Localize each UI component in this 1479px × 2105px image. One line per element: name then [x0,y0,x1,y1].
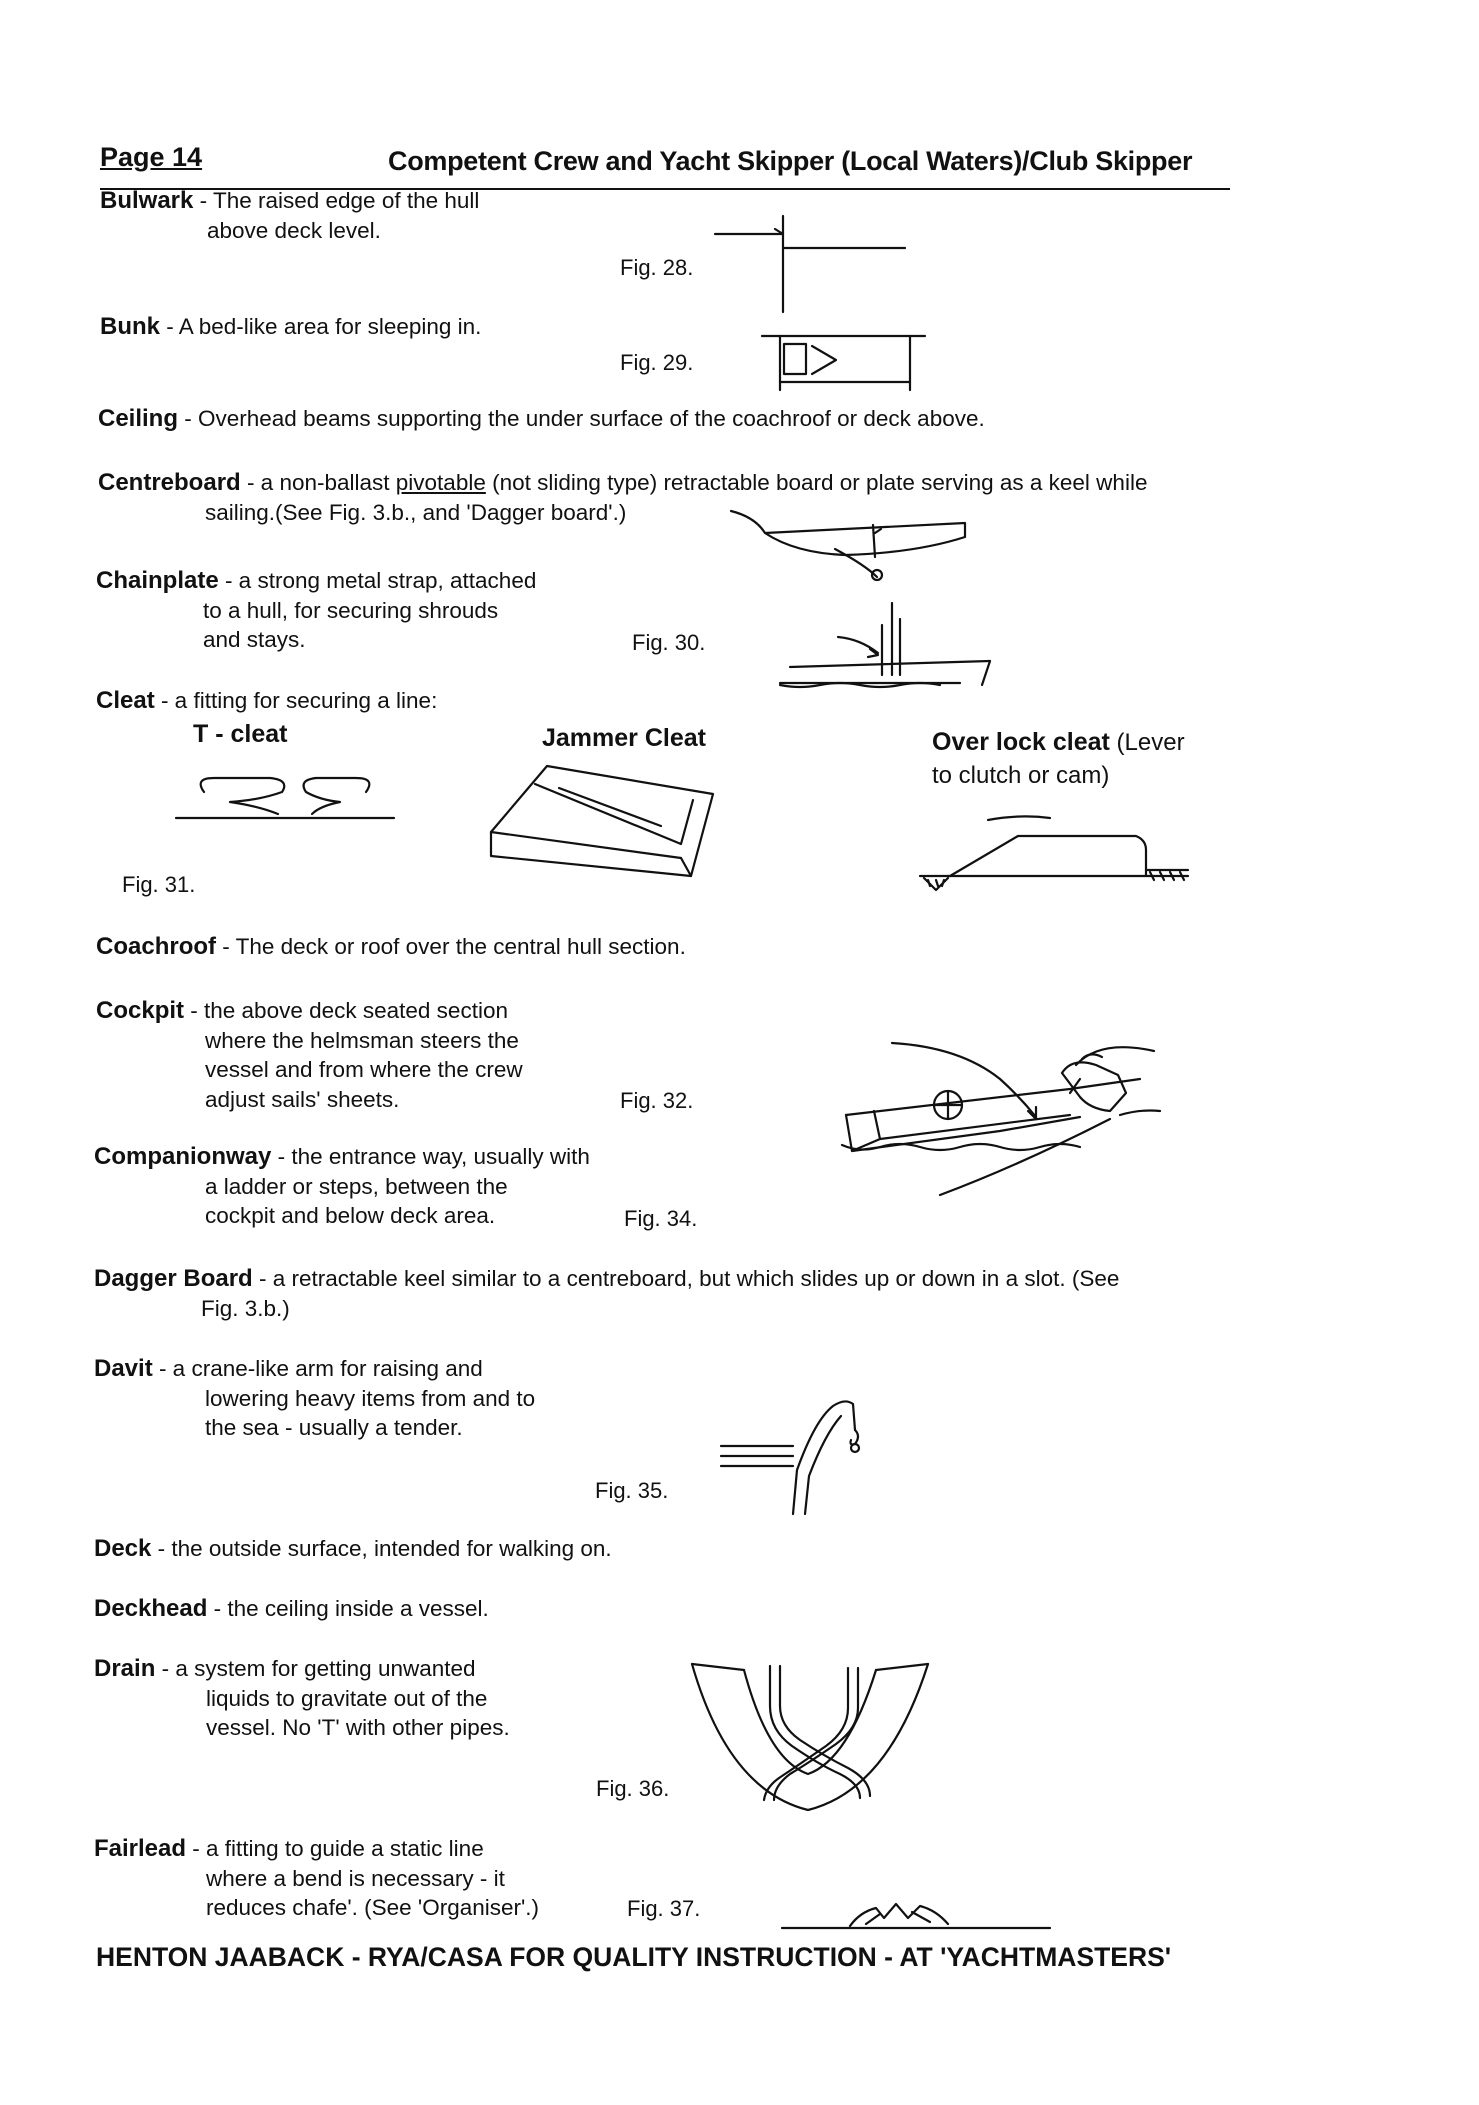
t-cleat-heading: T - cleat [193,720,288,748]
term: Bunk [100,313,160,340]
term: Centreboard [98,469,241,496]
fig-caption: Fig. 34. [624,1206,698,1231]
overlock-note: to clutch or cam) [932,762,1110,789]
fig-caption: Fig. 29. [620,350,694,375]
definition: lowering heavy items from and to [205,1385,536,1411]
definition: where the helmsman steers the [205,1027,519,1053]
definition: vessel and from where the crew [205,1057,523,1082]
entry-dagger-board [94,1264,1244,1323]
term: Companionway [94,1143,272,1170]
definition: - a crane-like arm for raising and [152,1356,483,1381]
entry-chainplate [96,566,536,655]
term: Fairlead [94,1835,187,1862]
page-title: Competent Crew and Yacht Skipper (Local Waters)/Club Skipper [388,146,1193,176]
chainplate-diagram [760,595,1010,695]
definition: - a fitting to guide a static line [186,1836,484,1861]
definition: - a fitting for securing a line: [154,688,438,713]
entry-centreboard [98,468,1238,527]
definition: a ladder or steps, between the [205,1173,508,1199]
definition: - the entrance way, usually with [271,1144,590,1169]
entry-companionway [94,1142,590,1231]
fig-caption: Fig. 28. [620,255,694,280]
entry-cleat [96,686,437,716]
entry-deckhead [94,1594,489,1624]
definition: reduces chafe'. (See 'Organiser'.) [206,1895,540,1920]
page-header [100,142,1230,190]
t-cleat-diagram [170,770,400,825]
definition: vessel. No 'T' with other pipes. [206,1715,510,1740]
fig-caption: Fig. 31. [122,872,196,897]
definition: the sea - usually a tender. [205,1415,463,1440]
definition: - Overhead beams supporting the under surface of the coachroof or deck above. [178,406,985,431]
term: Bulwark [100,187,194,214]
definition: sailing.(See Fig. 3.b., and 'Dagger board'.) [205,499,627,525]
definition: - a non-ballast [240,470,396,495]
page-footer: HENTON JAABACK - RYA/CASA FOR QUALITY INSTRUCTION - AT 'YACHTMASTERS' [96,1942,1172,1972]
definition: and stays. [203,627,306,652]
definition: where a bend is necessary - it [206,1865,505,1891]
entry-drain [94,1654,510,1743]
fairlead-diagram [780,1896,1055,1936]
entry-bulwark [100,186,479,245]
overlock-cleat-heading: Over lock cleat [932,728,1110,756]
definition: Fig. 3.b.) [201,1295,290,1321]
definition: - a system for getting unwanted [155,1656,476,1681]
term: Deckhead [94,1595,208,1622]
definition: - a retractable keel similar to a centreboard, but which slides up or down in a slot. (See [252,1266,1120,1291]
term: Deck [94,1535,152,1562]
definition: - the outside surface, intended for walking on. [151,1536,612,1561]
term: Chainplate [96,567,219,594]
definition: (not sliding type) retractable board or plate serving as a keel while [485,470,1148,495]
definition: adjust sails' sheets. [205,1086,400,1112]
bunk-diagram [760,330,930,400]
definition: - A bed-like area for sleeping in. [160,314,482,339]
fig-caption: Fig. 32. [620,1088,694,1113]
entry-coachroof [96,932,686,962]
term: Drain [94,1655,156,1682]
term: Dagger Board [94,1265,253,1292]
definition: - a strong metal strap, attached [218,568,537,593]
definition: cockpit and below deck area. [205,1203,496,1228]
entry-ceiling [98,404,985,434]
bulwark-diagram [715,210,905,320]
fig-caption: Fig. 30. [632,630,706,655]
jammer-cleat-diagram [485,760,730,885]
term: Cockpit [96,997,185,1024]
term: Coachroof [96,933,216,960]
entry-davit [94,1354,535,1443]
overlock-note: (Lever [1109,729,1185,756]
definition: - the above deck seated section [184,998,508,1023]
definition: - The deck or roof over the central hull section. [216,934,686,959]
entry-deck [94,1534,612,1564]
davit-diagram [715,1390,875,1525]
entry-fairlead [94,1834,539,1923]
overlock-cleat-caption [932,726,1185,792]
term: Cleat [96,687,155,714]
page-number: Page 14 [100,142,203,172]
definition: - the ceiling inside a vessel. [207,1596,489,1621]
definition: liquids to gravitate out of the [206,1685,488,1711]
fig-caption: Fig. 37. [627,1896,701,1921]
drain-diagram [688,1650,938,1820]
entry-bunk [100,312,481,342]
overlock-cleat-diagram [910,810,1200,900]
entry-cockpit [96,996,523,1114]
term: Ceiling [98,405,179,432]
centreboard-diagram [725,505,975,590]
definition-underlined: pivotable [395,470,486,495]
term: Davit [94,1355,153,1382]
definition: to a hull, for securing shrouds [203,597,499,623]
definition: - The raised edge of the hull [193,188,480,213]
jammer-cleat-heading: Jammer Cleat [542,724,706,752]
cockpit-diagram [840,1035,1180,1205]
fig-caption: Fig. 35. [595,1478,669,1503]
definition: above deck level. [207,217,381,243]
fig-caption: Fig. 36. [596,1776,670,1801]
